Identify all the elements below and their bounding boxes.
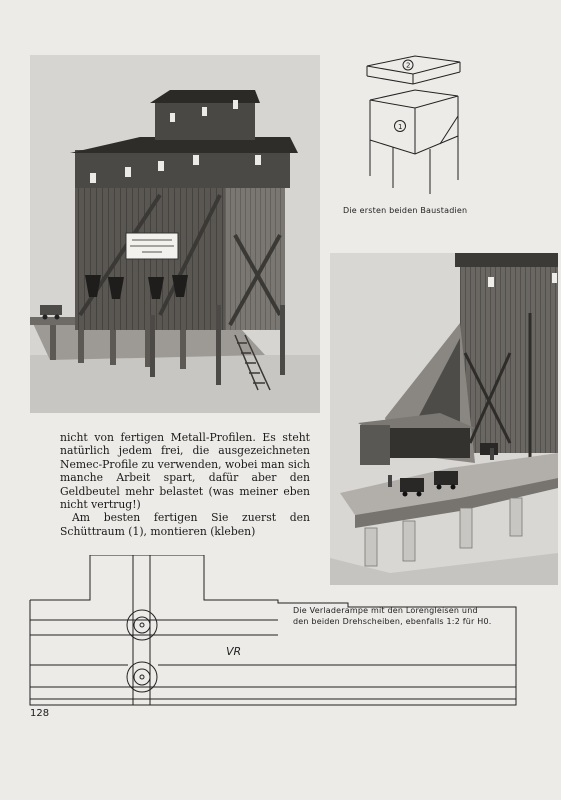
ramp-caption-line-1: Die Verladerampe mit den Lorengleisen und [293,606,478,615]
stages-caption: Die ersten beiden Baustadien [343,206,468,215]
stage-marker-1: 1 [398,123,403,131]
construction-stages-sketch [355,48,475,196]
stage-marker-2: 2 [406,61,411,70]
loading-ramp-photo [330,253,558,585]
coal-tower-photo [30,55,320,413]
page-number: 128 [30,708,50,719]
track-plan-label: VR [226,645,242,658]
ramp-caption-line-2: den beiden Drehscheiben, ebenfalls 1:2 für H0. [293,617,492,626]
paragraph-1: nicht von fertigen Metall-Profilen. Es steht natürlich jedem frei, die ausgezeichneten Nemec-Profile zu verwenden, wobei man sich manche Arbeit spart, dafür aber den Geldbeutel mehr belastet (was meiner eben nicht vertrug!) [60,431,310,512]
body-text [60,431,310,538]
paragraph-2: Am besten fertigen Sie zuerst den Schüttraum (1), montieren (kleben) [60,511,310,538]
track-plan-drawing [28,555,522,715]
